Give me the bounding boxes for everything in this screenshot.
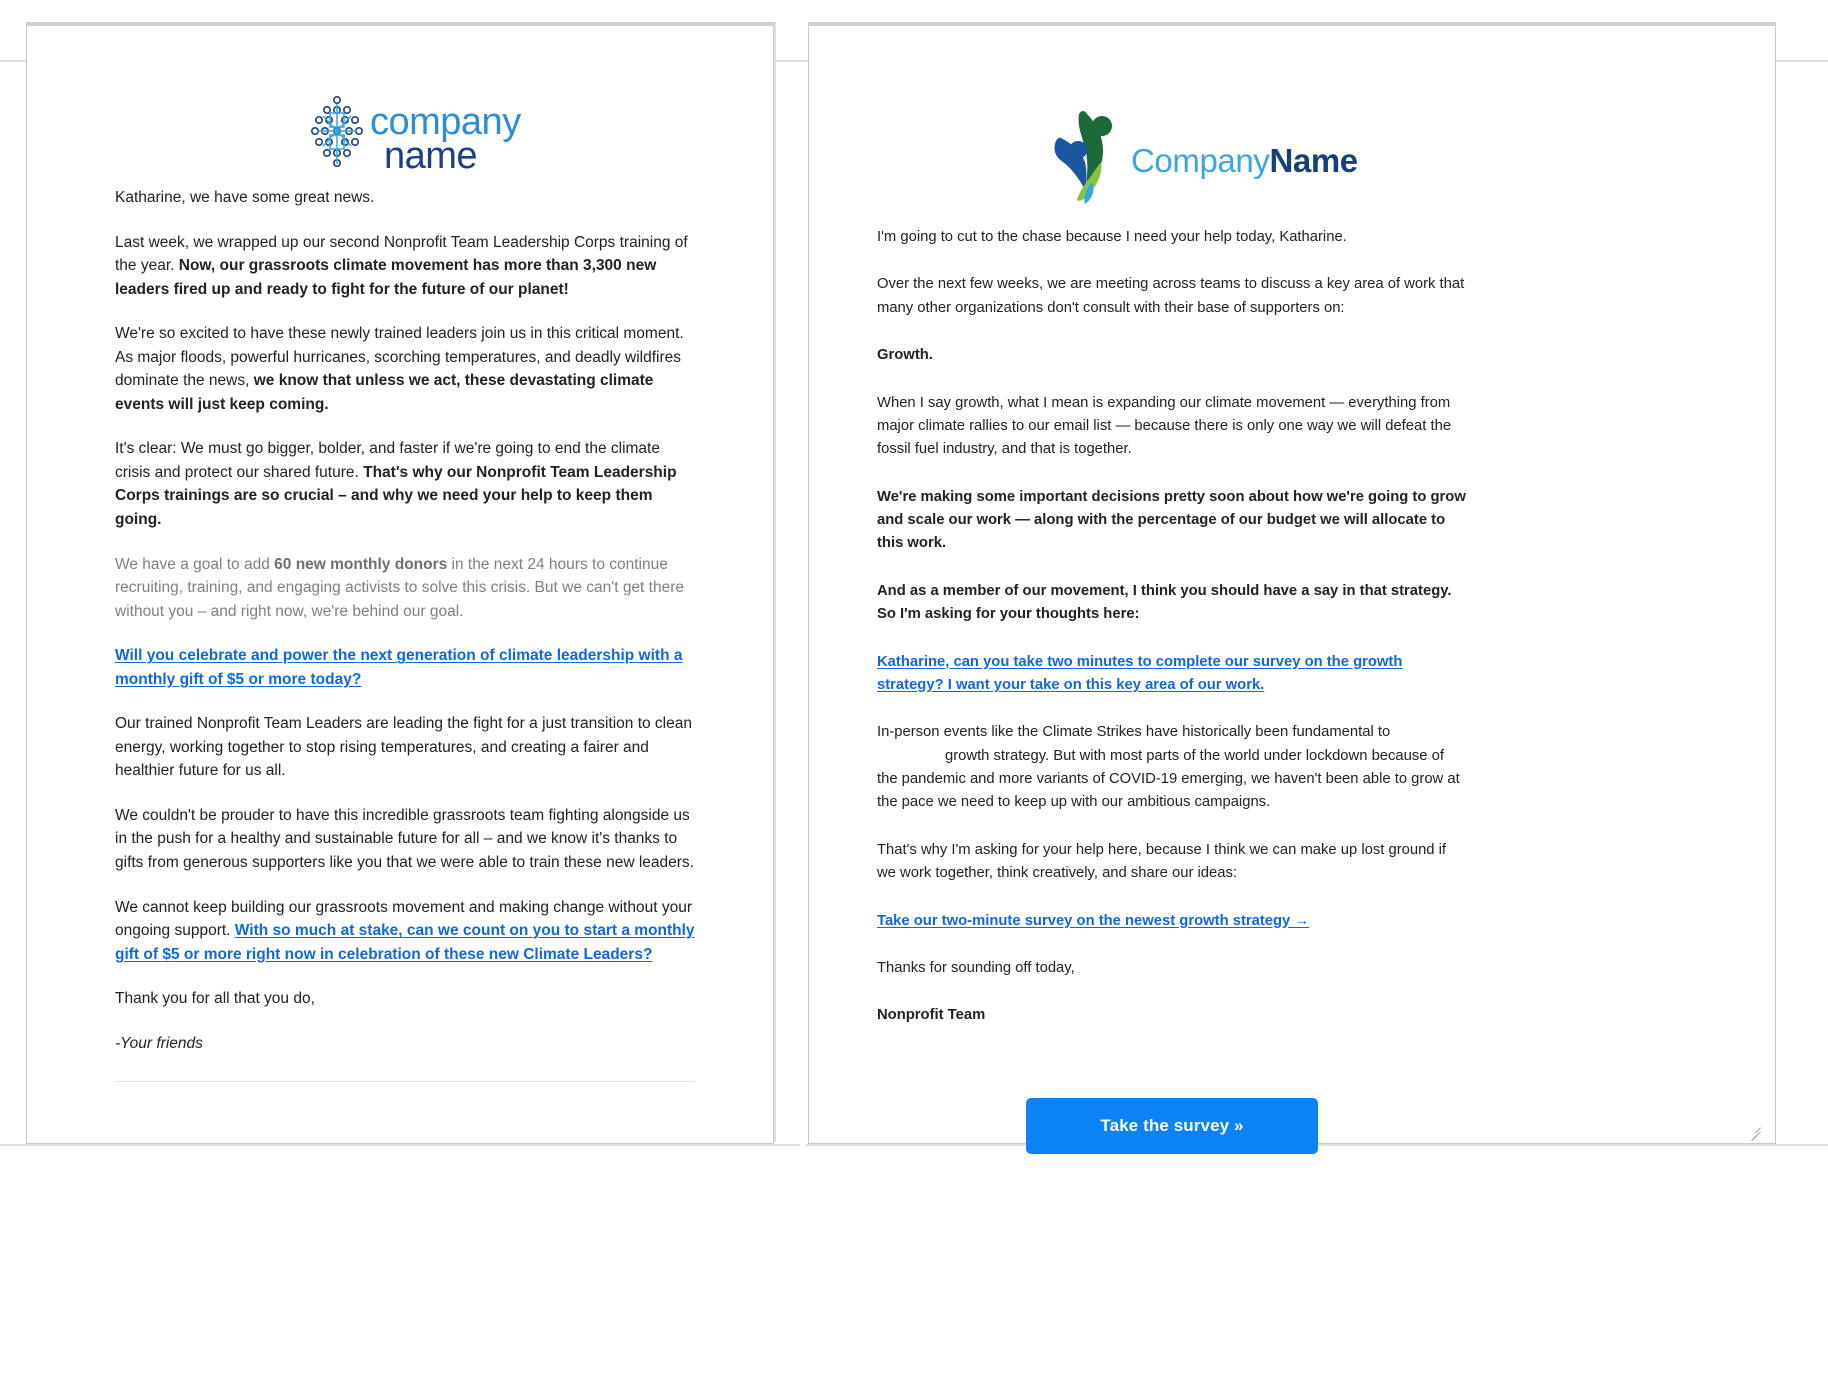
- company-logo-right: [1041, 100, 1401, 204]
- paragraph-chase: I'm going to cut to the chase because I need your help today, Katharine.: [877, 229, 1347, 245]
- run-bold: we know that unless we act, these devastating climate events will just keep coming.: [115, 372, 654, 413]
- run-normal: We're so excited to have these newly trained leaders join us in this critical moment. As major floods, powerful hurricanes, scorching temperatures, and deadly wildfires dominate the news,: [115, 325, 684, 390]
- people-figures-logo-mark-icon: [1041, 100, 1127, 204]
- signature-text-right: Nonprofit Team: [877, 1007, 986, 1024]
- email-preview-left: [26, 22, 774, 1144]
- run-bold: That's why our Nonprofit Team Leadership Corps trainings are so crucial – and why we need your help to keep them going.: [115, 463, 677, 529]
- link-paragraph-survey-2: [877, 910, 1467, 933]
- paragraph-decisions: We're making some important decisions pretty soon about how we're going to grow and scale our work — along with the percentage of our budget we will allocate to this work.: [877, 488, 1466, 552]
- paragraph-member-say: And as a member of our movement, I think you should have a say in that strategy. So I'm asking for your thoughts here:: [877, 582, 1452, 623]
- company-logo-left: [310, 88, 521, 180]
- paragraph-prouder: We couldn't be prouder to have this incredible grassroots team fighting alongside us in the push for a healthy and sustainable future for all – and we know it's thanks to gifts from generous supporters like you that we were able to train these new leaders.: [115, 806, 694, 872]
- email-body-left: [115, 186, 695, 1090]
- paragraph-growth-heading: Growth.: [877, 347, 933, 364]
- run-normal: Last week, we wrapped up our second Nonprofit Team Leadership Corps training of the year.: [115, 233, 688, 275]
- goal-suffix: in the next 24 hours to continue recruiting, training, and engaging activists to solve this crisis. But we can't get there without you – and right now, we're behind our goal.: [115, 555, 684, 620]
- events-line-1: In-person events like the Climate Strikes have historically been fundamental to: [877, 724, 1391, 741]
- snowflake-logo-mark-icon: [310, 94, 364, 174]
- link-paragraph-1: [115, 644, 695, 691]
- frame-rule-right: [1776, 60, 1828, 62]
- logo-line-name: name: [384, 135, 478, 177]
- company-wordmark-left: [370, 93, 521, 177]
- donate-link-secondary[interactable]: With so much at stake, can we count on you to start a monthly gift of $5 or more right now in celebration of these new Climate Leaders?: [115, 922, 695, 963]
- paragraph-excited: [115, 322, 695, 416]
- paragraph-help: That's why I'm asking for your help here, because I think we can make up lost ground if we work together, think creatively, and share our ideas:: [877, 841, 1447, 882]
- paragraph-events: [877, 721, 1467, 815]
- logo-word-name: Name: [1269, 141, 1358, 179]
- logo-line-company: company: [370, 101, 521, 143]
- frame-divider-vertical: [774, 22, 776, 1142]
- paragraph-recap: [115, 231, 695, 302]
- run-normal: It's clear: We must go bigger, bolder, and faster if we're going to end the climate crisis and protect our shared future.: [115, 440, 660, 481]
- survey-link-secondary[interactable]: Take our two-minute survey on the newest growth strategy →: [877, 912, 1310, 929]
- run-bold: Now, our grassroots climate movement has more than 3,300 new leaders fired up and ready to fight for the future of our planet!: [115, 257, 657, 298]
- frame-rule-middle: [774, 60, 808, 62]
- resize-grip-handle[interactable]: [1747, 1119, 1761, 1133]
- paragraph-leaders: Our trained Nonprofit Team Leaders are leading the fight for a just transition to clean energy, working together to stop rising temperatures, and creating a fairer and healthier future for us all.: [115, 715, 692, 780]
- paragraph-clear: [115, 437, 695, 531]
- greeting-paragraph: Katharine, we have some great news.: [115, 189, 375, 206]
- events-line-2: growth strategy. But with most parts of the world under lockdown because of the pandemic and more variants of COVID-19 emerging, we haven't been able to grow at the pace we need to keep up with our ambitious campaigns.: [877, 747, 1460, 811]
- footer-divider: [115, 1081, 695, 1082]
- survey-link-primary[interactable]: Katharine, can you take two minutes to complete our survey on the growth strategy? I want your take on this key area of our work.: [877, 653, 1403, 693]
- frame-rule-left: [0, 60, 26, 62]
- link-paragraph-survey-1: [877, 651, 1467, 698]
- donate-link-primary[interactable]: Will you celebrate and power the next generation of climate leadership with a monthly gift of $5 or more today?: [115, 647, 683, 688]
- goal-highlight: 60 new monthly donors: [274, 555, 448, 573]
- frame-rule-bottom-left: [0, 1144, 800, 1146]
- goal-prefix: We have a goal to add: [115, 555, 275, 573]
- signoff-text-right: Thanks for sounding off today,: [877, 959, 1075, 976]
- email-body-right: [877, 226, 1467, 1154]
- company-wordmark-right: [1131, 128, 1358, 177]
- paragraph-goal: [115, 553, 695, 624]
- signoff-text: Thank you for all that you do,: [115, 990, 315, 1008]
- take-the-survey-button[interactable]: Take the survey »: [1026, 1098, 1317, 1154]
- cta-container: [877, 1098, 1467, 1154]
- email-preview-right: [808, 22, 1776, 1144]
- closing-prefix: We cannot keep building our grassroots movement and making change without your ongoing support.: [115, 898, 692, 940]
- paragraph-weeks: Over the next few weeks, we are meeting across teams to discuss a key area of work that many other organizations don't consult with their base of supporters on:: [877, 276, 1465, 316]
- paragraph-closing: [115, 896, 695, 967]
- paragraph-growth-definition: When I say growth, what I mean is expanding our climate movement — everything from major climate rallies to our email list — because there is only one way we will defeat the fossil fuel industry, and that is together.: [877, 394, 1452, 458]
- logo-word-company: Company: [1131, 141, 1270, 179]
- signature-text: -Your friends: [115, 1034, 203, 1052]
